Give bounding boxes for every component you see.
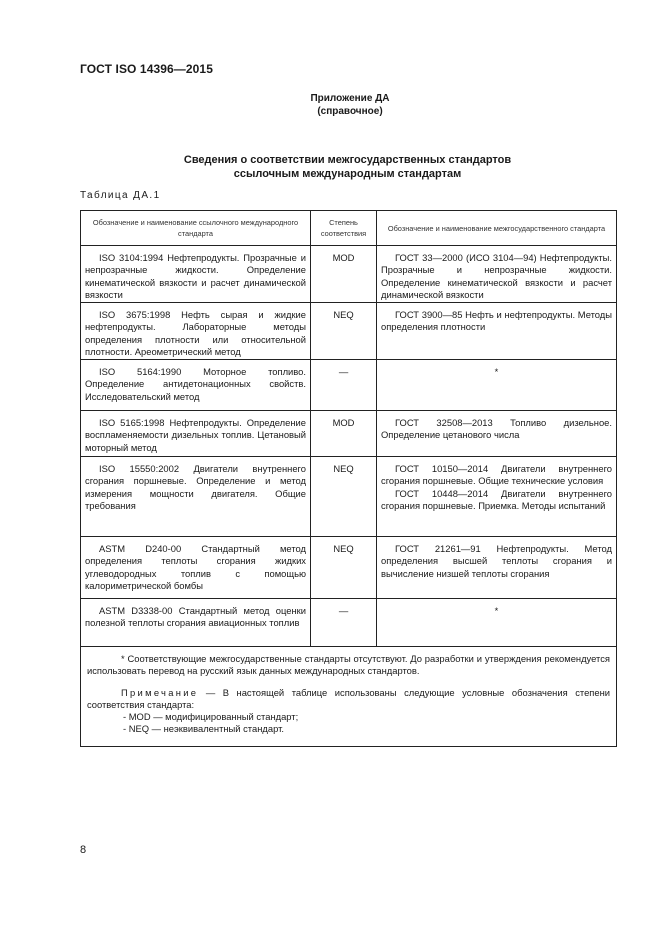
cell-interstate-standard: *: [377, 360, 617, 411]
table-notes: [81, 647, 617, 747]
cell-interstate-standard: *: [377, 599, 617, 647]
note-item-mod: - MOD — модифицированный стандарт;: [123, 711, 299, 723]
appendix-title: Приложение ДА: [310, 93, 390, 104]
document-code: ГОСТ ISO 14396—2015: [80, 62, 213, 76]
section-title-line-1: Сведения о соответствии межгосударственных стандартов: [183, 154, 512, 166]
cell-international-standard: ISO 5165:1998 Нефтепродукты. Определение воспламеняемости дизельных топлив. Цетановый моторный метод: [81, 411, 311, 457]
cell-interstate-standard: ГОСТ 32508—2013 Топливо дизельное. Определение цетанового числа: [377, 411, 617, 457]
appendix-subtitle: (справочное): [317, 106, 383, 117]
table-row: [81, 360, 617, 411]
cell-international-standard: ISO 15550:2002 Двигатели внутреннего сгорания поршневые. Определение и метод измерения мощности двигателя. Общие требования: [81, 457, 311, 537]
section-title-line-2: ссылочным международным стандартам: [233, 168, 462, 180]
table-caption: Таблица ДА.1: [80, 190, 161, 201]
cell-international-standard: ISO 5164:1990 Моторное топливо. Определение антидетонационных свойств. Исследовательский метод: [81, 360, 311, 411]
cell-international-standard: ISO 3675:1998 Нефть сырая и жидкие нефтепродукты. Лабораторные методы определения плотности или относительной плотности. Ареометрический метод: [81, 303, 311, 360]
cell-interstate-standard: ГОСТ 21261—91 Нефтепродукты. Метод определения высшей теплоты сгорания и вычисление низшей теплоты сгорания: [377, 537, 617, 599]
section-title: [80, 153, 615, 181]
table-row: [81, 599, 617, 647]
table-notes-row: [81, 647, 617, 747]
cell-degree: —: [311, 360, 377, 411]
cell-interstate-standard: ГОСТ 3900—85 Нефть и нефтепродукты. Методы определения плотности: [377, 303, 617, 360]
note-text: — В настоящей таблице использованы следующие условные обозначения степени соответствия стандарта:: [87, 686, 610, 710]
footnote: * Соответствующие межгосударственные стандарты отсутствуют. До разработки и утверждения рекомендуется использовать перевод на русский язык данных международных стандартов.: [87, 653, 610, 677]
correspondence-table: [80, 210, 617, 747]
cell-degree: —: [311, 599, 377, 647]
cell-degree: MOD: [311, 411, 377, 457]
note: [87, 687, 610, 712]
appendix-heading: [300, 92, 400, 118]
cell-interstate-standard: ГОСТ 10150—2014 Двигатели внутреннего сгорания поршневые. Общие технические условия ГОСТ 10448—2014 Двигатели внутреннего сгорания поршневые. Приемка. Методы испытаний: [377, 457, 617, 537]
header-degree: Степень соответствия: [311, 211, 377, 246]
cell-interstate-standard: ГОСТ 33—2000 (ИСО 3104—94) Нефтепродукты. Прозрачные и непрозрачные жидкости. Определение кинематической вязкости и расчет динамической вязкости: [377, 246, 617, 303]
header-international-standard: Обозначение и наименование ссылочного международного стандарта: [81, 211, 311, 246]
cell-international-standard: ISO 3104:1994 Нефтепродукты. Прозрачные и непрозрачные жидкости. Определение кинематической вязкости и расчет динамической вязкости: [81, 246, 311, 303]
table-header-row: [81, 211, 617, 246]
cell-international-standard: ASTM D3338-00 Стандартный метод оценки полезной теплоты сгорания авиационных топлив: [81, 599, 311, 647]
cell-international-standard: ASTM D240-00 Стандартный метод определения теплоты сгорания жидких углеводородных топлив с помощью калориметрической бомбы: [81, 537, 311, 599]
cell-degree: NEQ: [311, 537, 377, 599]
table-row: [81, 457, 617, 537]
table-row: [81, 303, 617, 360]
table-row: [81, 411, 617, 457]
table-row: [81, 537, 617, 599]
table-row: [81, 246, 617, 303]
cell-degree: MOD: [311, 246, 377, 303]
page-number: 8: [80, 844, 87, 856]
cell-degree: NEQ: [311, 303, 377, 360]
note-item-neq: - NEQ — неэквивалентный стандарт.: [123, 723, 284, 735]
header-interstate-standard: Обозначение и наименование межгосударственного стандарта: [377, 211, 617, 246]
cell-degree: NEQ: [311, 457, 377, 537]
note-label: Примечание: [121, 686, 199, 698]
